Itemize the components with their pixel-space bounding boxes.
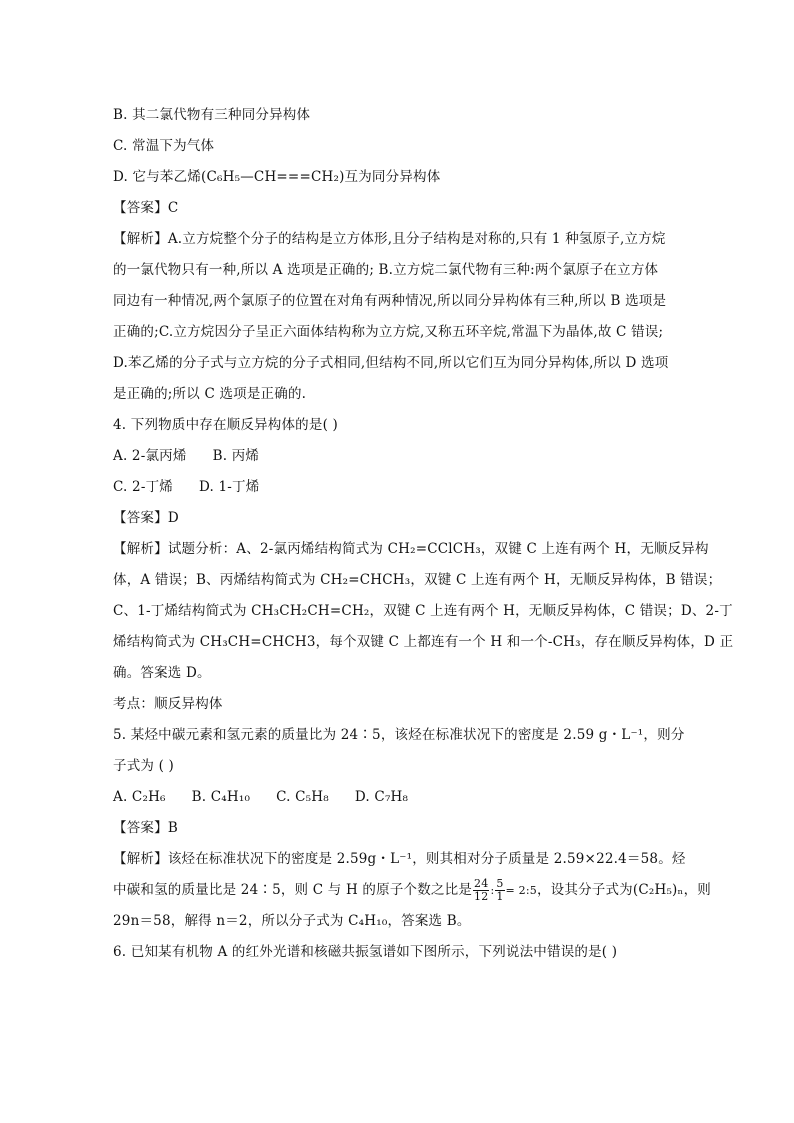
analysis-text: 试题分析：A、2-氯丙烯结构简式为 CH₂=CClCH₃，双键 C 上连有两个 H，无顺反异构	[167, 541, 709, 557]
analysis-line-q4-1	[113, 534, 709, 565]
answer-tag: 【答案】	[113, 200, 168, 216]
analysis-line-q3-1	[113, 224, 683, 255]
analysis-line-q4-3: C、1-丁烯结构简式为 CH₃CH₂CH=CH₂，双键 C 上连有两个 H，无顺反异构体，C 错误；D、2-丁	[113, 603, 733, 619]
fraction-5-1	[495, 878, 504, 903]
option-b: B. C₄H₁₀	[191, 789, 251, 805]
analysis-line-q3-6: 是正确的;所以 C 选项是正确的.	[113, 386, 307, 402]
fraction-numerator: 24	[474, 877, 489, 890]
analysis-tag: 【解析】	[113, 231, 168, 247]
analysis-line-q3-3: 同边有一种情况,两个氯原子的位置在对角有两种情况,所以同分异构体有三种,所以 B 选项是	[113, 293, 667, 309]
topic-line-q4: 考点：顺反异构体	[113, 696, 223, 712]
answer-tag: 【答案】	[113, 820, 168, 836]
option-d: D. C₇H₈	[354, 789, 409, 805]
fraction-24-12	[473, 878, 489, 903]
option-a: A. C₂H₆	[113, 789, 166, 805]
analysis-text: 该烃在标准状况下的密度是 2.59g・L⁻¹，则其相对分子质量是 2.59×22.4＝58。烃	[167, 851, 686, 867]
option-c: C. C₅H₈	[276, 789, 329, 805]
option-b: B. 丙烯	[212, 448, 260, 464]
fraction-result: = 2:5	[505, 884, 537, 897]
analysis-line-q4-4: 烯结构简式为 CH₃CH=CHCH3，每个双键 C 上都连有一个 H 和一个-CH₃，存在顺反异构体，D 正	[113, 634, 734, 650]
question-5-line-1: 5. 某烃中碳元素和氢元素的质量比为 24∶5，该烃在标准状况下的密度是 2.59 g・L⁻¹，则分	[113, 727, 685, 743]
answer-value: B	[167, 820, 178, 836]
analysis-line-q3-2: 的一氯代物只有一种,所以 A 选项是正确的; B.立方烷二氯代物有三种:两个氯原子在立方体	[113, 262, 659, 278]
document-page	[113, 100, 734, 968]
fraction-numerator: 5	[496, 877, 504, 890]
answer-value: D	[167, 510, 179, 526]
option-c-line: C. 常温下为气体	[113, 138, 215, 154]
analysis-tag: 【解析】	[113, 541, 168, 557]
analysis-line-q3-5: D.苯乙烯的分子式与立方烷的分子式相同,但结构不同,所以它们互为同分异构体,所以 D 选项	[113, 355, 669, 371]
analysis-tag: 【解析】	[113, 851, 168, 867]
option-a: A. 2-氯丙烯	[113, 448, 187, 464]
question-6: 6. 已知某有机物 A 的红外光谱和核磁共振氢谱如下图所示，下列说法中错误的是( )	[113, 944, 618, 960]
question-4-options-cd	[113, 472, 683, 503]
analysis-line-q5-2	[113, 875, 711, 906]
option-b-line: B. 其二氯代物有三种同分异构体	[113, 107, 311, 123]
question-4: 4. 下列物质中存在顺反异构体的是( )	[113, 417, 338, 433]
answer-tag: 【答案】	[113, 510, 168, 526]
analysis-line-q5-3: 29n＝58，解得 n＝2，所以分子式为 C₄H₁₀，答案选 B。	[113, 913, 471, 929]
fraction-expression	[472, 875, 537, 906]
question-5-line-2: 子式为 ( )	[113, 758, 175, 774]
question-4-options-ab	[113, 441, 683, 472]
answer-line-q3	[113, 193, 683, 224]
option-d-line: D. 它与苯乙烯(C₆H₅—CH===CH₂)互为同分异构体	[113, 169, 441, 185]
fraction-colon: :	[490, 884, 495, 897]
question-5-options	[113, 782, 683, 813]
analysis-text: A.立方烷整个分子的结构是立方体形,且分子结构是对称的,只有 1 种氢原子,立方烷	[167, 231, 666, 247]
analysis-text-post: ，设其分子式为(C₂H₅)ₙ，则	[536, 882, 711, 898]
option-c: C. 2-丁烯	[113, 479, 173, 495]
answer-value: C	[167, 200, 179, 216]
analysis-line-q5-1	[113, 844, 686, 875]
analysis-text-pre: 中碳和氢的质量比是 24∶5，则 C 与 H 的原子个数之比是	[113, 882, 473, 898]
fraction-denominator: 12	[474, 890, 489, 903]
fraction-denominator: 1	[496, 890, 504, 903]
analysis-line-q4-5: 确。答案选 D。	[113, 665, 211, 681]
answer-line-q5	[113, 813, 683, 844]
answer-line-q4	[113, 503, 683, 534]
analysis-line-q3-4: 正确的;C.立方烷因分子呈正六面体结构称为立方烷,又称五环辛烷,常温下为晶体,故 C 错误;	[113, 324, 664, 340]
analysis-line-q4-2: 体，A 错误；B、丙烯结构简式为 CH₂=CHCH₃，双键 C 上连有两个 H，无顺反异构体，B 错误；	[113, 572, 722, 588]
option-d: D. 1-丁烯	[198, 479, 260, 495]
